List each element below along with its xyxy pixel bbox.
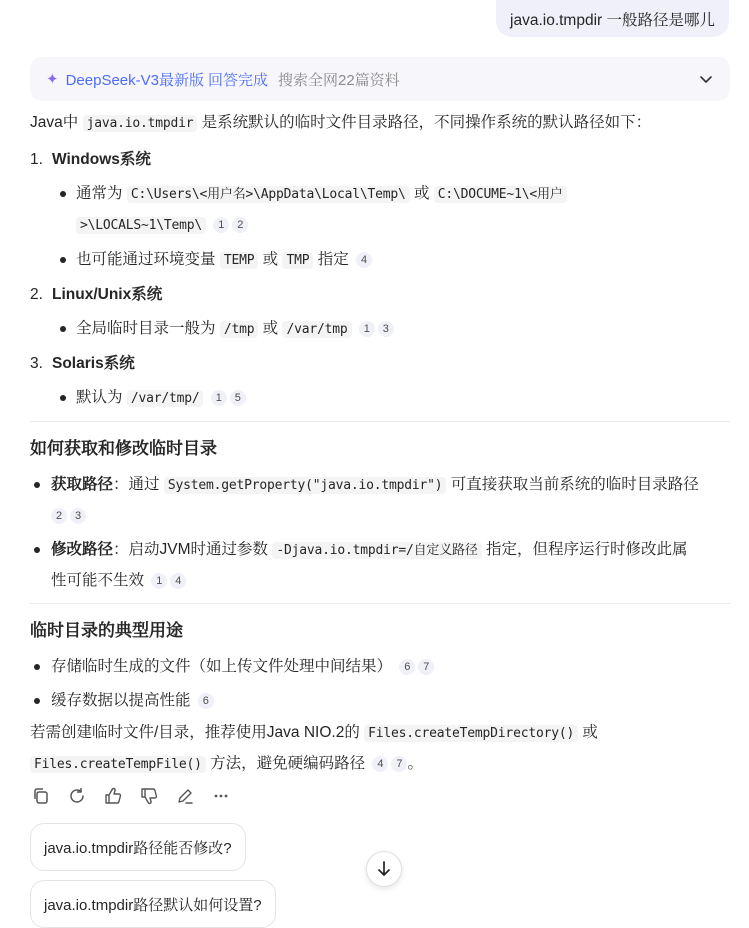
closing-paragraph [30, 718, 730, 780]
list-item [30, 652, 730, 682]
citation-badge[interactable]: 7 [418, 659, 434, 675]
thumbs-up-icon[interactable] [102, 785, 124, 807]
list-number: 1. [30, 151, 43, 168]
citation-badge[interactable]: 2 [51, 508, 67, 524]
item-text: 存储临时生成的文件（如上传文件处理中间结果） [51, 658, 393, 675]
item-text: 指定，但程序运行时修改此属 [485, 541, 688, 558]
citation-badge[interactable]: 4 [170, 573, 186, 589]
suggestion-chip[interactable]: java.io.tmpdir路径默认如何设置? [30, 880, 276, 928]
inline-code: /tmp [220, 321, 259, 338]
list-number: 3. [30, 355, 43, 372]
user-message-bubble: java.io.tmpdir 一般路径是哪儿 [496, 0, 729, 37]
list-item [30, 470, 730, 531]
citation-badge[interactable]: 6 [198, 693, 214, 709]
intro-text-b: 是系统默认的临时文件目录路径，不同操作系统的默认路径如下： [201, 114, 652, 131]
citation-badge[interactable]: 1 [211, 390, 227, 406]
copy-icon[interactable] [30, 785, 52, 807]
list-item [30, 535, 730, 596]
inline-code: java.io.tmpdir [83, 115, 198, 132]
message-actions [30, 785, 232, 807]
inline-code: /var/tmp [282, 321, 351, 338]
regenerate-icon[interactable] [66, 785, 88, 807]
closing-text: 方法，避免硬编码路径 [210, 755, 366, 772]
thumbs-down-icon[interactable] [138, 785, 160, 807]
citation-badge[interactable]: 1 [151, 573, 167, 589]
item-text: 性可能不生效 [51, 572, 145, 589]
heading-modify: 如何获取和修改临时目录 [30, 439, 217, 458]
inline-code: System.getProperty("java.io.tmpdir") [164, 477, 447, 494]
item-text: ：通过 [113, 476, 160, 493]
section-heading-windows [30, 145, 730, 175]
closing-text: 。 [407, 755, 423, 772]
search-meta: 搜索全网22篇资料 [278, 71, 400, 89]
section-heading-solaris [30, 349, 730, 379]
item-label: 获取路径 [51, 476, 114, 493]
section-title: Linux/Unix系统 [52, 286, 163, 303]
inline-code: Files.createTempDirectory() [364, 725, 578, 742]
citation-badge[interactable]: 5 [230, 390, 246, 406]
inline-code: Files.createTempFile() [30, 756, 206, 773]
item-text: ：启动JVM时通过参数 [113, 541, 269, 558]
citation-badge[interactable]: 4 [372, 756, 388, 772]
answer-status: 回答完成 [207, 71, 268, 89]
sparkle-icon: ✦ [46, 71, 59, 88]
item-text: 默认为 [76, 389, 123, 406]
item-text: 或 [262, 320, 279, 337]
section-title: Windows系统 [52, 151, 151, 168]
item-text: 缓存数据以提高性能 [51, 692, 191, 709]
inline-code: TMP [282, 252, 313, 269]
intro-paragraph [30, 108, 730, 139]
item-text: 指定 [317, 251, 349, 268]
inline-code: C:\DOCUME~1\<用户 [434, 186, 567, 203]
item-text: 或 [262, 251, 279, 268]
inline-code: TEMP [220, 252, 259, 269]
item-label: 修改路径 [51, 541, 114, 558]
citation-badge[interactable]: 6 [399, 659, 415, 675]
arrow-down-icon [375, 860, 393, 878]
answer-body [30, 108, 730, 780]
item-text: 全局临时目录一般为 [76, 320, 216, 337]
inline-code: C:\Users\<用户名>\AppData\Local\Temp\ [127, 186, 410, 203]
model-name: DeepSeek-V3最新版 [65, 71, 204, 89]
scroll-to-bottom-button[interactable] [366, 851, 402, 887]
section-heading-linux [30, 280, 730, 310]
list-item [30, 179, 730, 241]
search-summary-bar[interactable] [30, 57, 730, 101]
divider [30, 421, 730, 422]
list-number: 2. [30, 286, 43, 303]
list-item [30, 686, 730, 716]
inline-code: -Djava.io.tmpdir=/自定义路径 [272, 542, 481, 559]
list-item [30, 383, 730, 414]
citation-badge[interactable]: 1 [213, 217, 229, 233]
inline-code: >\LOCALS~1\Temp\ [76, 217, 206, 234]
section-title: Solaris系统 [52, 355, 135, 372]
item-text: 通常为 [76, 185, 123, 202]
closing-text: 或 [582, 724, 598, 741]
chevron-down-icon[interactable] [698, 71, 714, 87]
citation-badge[interactable]: 1 [359, 321, 375, 337]
intro-text-a: Java中 [30, 114, 79, 131]
more-icon[interactable] [210, 785, 232, 807]
citation-badge[interactable]: 3 [378, 321, 394, 337]
item-text: 或 [413, 185, 430, 202]
list-item [30, 314, 730, 345]
citation-badge[interactable]: 2 [232, 217, 248, 233]
citation-badge[interactable]: 7 [391, 756, 407, 772]
list-item [30, 245, 730, 276]
divider [30, 603, 730, 604]
citation-badge[interactable]: 4 [356, 252, 372, 268]
closing-text: 若需创建临时文件/目录，推荐使用Java NIO.2的 [30, 724, 360, 741]
inline-code: /var/tmp/ [127, 390, 204, 407]
heading-usage: 临时目录的典型用途 [30, 621, 183, 640]
edit-icon[interactable] [174, 785, 196, 807]
item-text: 也可能通过环境变量 [76, 251, 216, 268]
suggestion-chip[interactable]: java.io.tmpdir路径能否修改? [30, 823, 246, 871]
citation-badge[interactable]: 3 [70, 508, 86, 524]
item-text: 可直接获取当前系统的临时目录路径 [450, 476, 699, 493]
